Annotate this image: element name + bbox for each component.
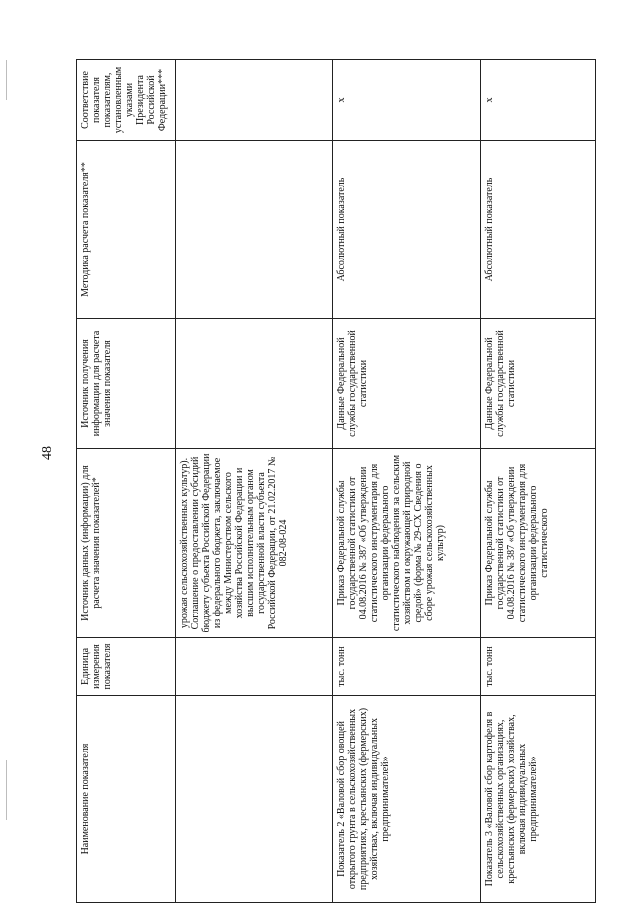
cell-unit [176, 638, 333, 696]
table-row-continuation [176, 60, 333, 903]
cell-unit: тыс. тонн [333, 638, 481, 696]
cell-unit: тыс. тонн [481, 638, 596, 696]
header-name: Наименование показателя [77, 696, 176, 903]
cell-compliance: х [333, 60, 481, 141]
cell-name [176, 696, 333, 903]
table-row-indicator-2 [333, 60, 481, 903]
header-compliance: Соответствие показателя показателям, установленным указами Президента Российской Федерации*** [77, 60, 176, 141]
page-number: 48 [40, 446, 55, 460]
rotated-table-area [76, 60, 596, 903]
cell-name: Показатель 2 «Валовой сбор овощей открытого грунта в сельскохозяйственных предприятиях, крестьянских (фермерских) хозяйствах, включая индивидуальных предпринимателей» [333, 696, 481, 903]
cell-name: Показатель 3 «Валовой сбор картофеля в сельскохозяйственных организациях, крестьянских (фермерских) хозяйствах, включая индивидуальных предпринимателей» [481, 696, 596, 903]
scan-margin-mark [6, 760, 7, 820]
cell-method [176, 141, 333, 319]
cell-obtain: Данные Федеральной службы государственной статистики [481, 319, 596, 449]
table-header-row [77, 60, 176, 903]
header-obtain-source: Источник получения информации для расчета значения показателя [77, 319, 176, 449]
cell-compliance [176, 60, 333, 141]
landscape-page [76, 60, 596, 903]
cell-obtain [176, 319, 333, 449]
header-data-source: Источник данных (информации) для расчета значения показателей* [77, 449, 176, 638]
cell-compliance: х [481, 60, 596, 141]
cell-source: Приказ Федеральной службы государственной статистики от 04.08.2016 № 387 «Об утверждении статистического инструментария для организации федерального статистического наблюдения за сельским хозяйством и окружающей природной средой» (форма № 29-СХ Сведения о сборе урожая сельскохозяйственных культур) [333, 449, 481, 638]
header-unit: Единица измерения показателя [77, 638, 176, 696]
indicators-table [76, 59, 596, 903]
cell-method: Абсолютный показатель [333, 141, 481, 319]
cell-source: урожая сельскохозяйственных культур). Соглашение о предоставлении субсидий бюджету субъекта Российской Федерации из федерального бюджета, заключаемое между Министерством сельского хозяйства Российской Федерации и высшим исполнительным органом государственной власти субъекта Российской Федерации, от 21.02.2017 № 082-08-024 [176, 449, 333, 638]
cell-method: Абсолютный показатель [481, 141, 596, 319]
cell-source: Приказ Федеральной службы государственной статистики от 04.08.2016 № 387 «Об утверждении статистического инструментария для организации федерального статистического [481, 449, 596, 638]
table-row-indicator-3 [481, 60, 596, 903]
scan-margin-mark [6, 60, 7, 100]
cell-obtain: Данные Федеральной службы государственной статистики [333, 319, 481, 449]
header-method: Методика расчета показателя** [77, 141, 176, 319]
